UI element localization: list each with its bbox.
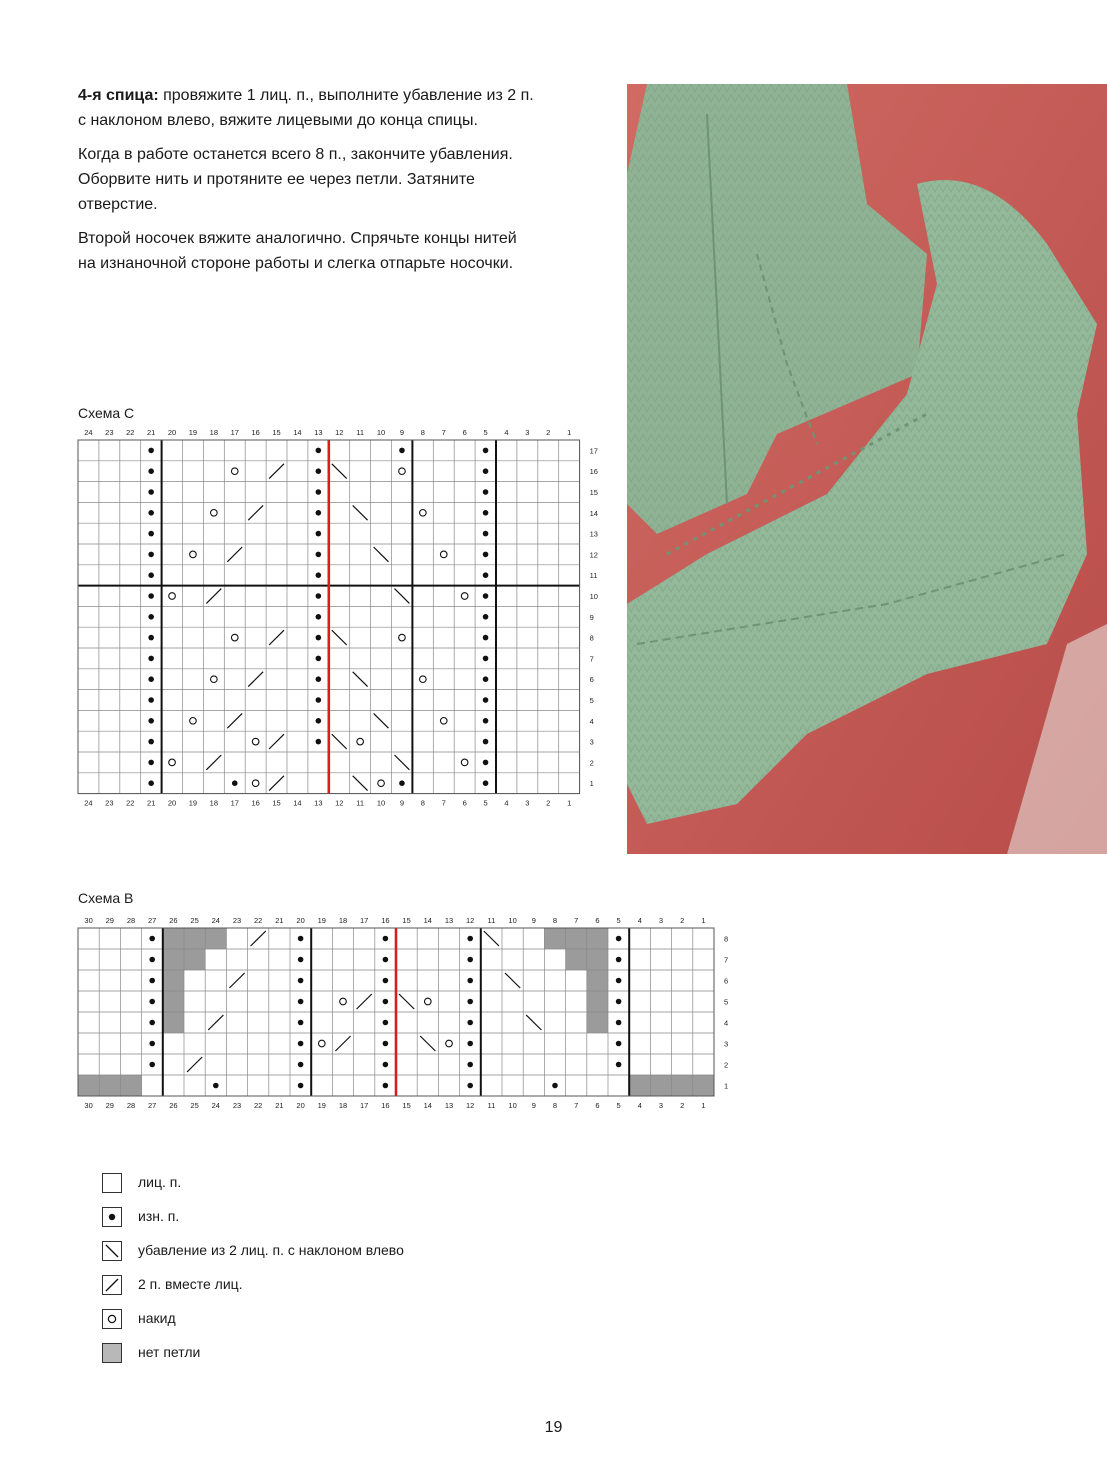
no-stitch-cell <box>99 1075 120 1096</box>
purl-stitch <box>467 957 473 963</box>
column-number-label: 24 <box>211 1101 220 1110</box>
column-number-label: 7 <box>441 428 446 437</box>
column-number-label: 5 <box>616 916 621 925</box>
column-number-label: 24 <box>84 798 93 808</box>
purl-stitch <box>148 531 154 537</box>
column-number-label: 30 <box>84 1101 93 1110</box>
column-number-label: 9 <box>531 916 536 925</box>
purl-stitch <box>148 718 154 724</box>
purl-stitch <box>483 676 489 682</box>
purl-stitch <box>316 697 322 703</box>
row-number-label: 7 <box>589 654 594 664</box>
knit-symbol-icon <box>102 1173 122 1193</box>
legend-label-ssk: убавление из 2 лиц. п. с наклоном влево <box>138 1242 404 1258</box>
purl-stitch <box>148 760 154 766</box>
purl-stitch <box>148 739 154 745</box>
purl-stitch <box>483 489 489 495</box>
column-number-label: 19 <box>317 1101 326 1110</box>
column-number-label: 6 <box>462 428 467 437</box>
paragraph-1 <box>78 83 538 133</box>
no-stitch-cell <box>163 970 184 991</box>
column-number-label: 28 <box>126 916 136 925</box>
column-number-label: 29 <box>105 1101 114 1110</box>
column-number-label: 21 <box>146 428 156 437</box>
row-number-label: 4 <box>724 1018 729 1028</box>
no-stitch-cell <box>693 1075 714 1096</box>
purl-stitch <box>467 1062 473 1068</box>
purl-stitch <box>148 489 154 495</box>
purl-stitch <box>213 1083 219 1089</box>
column-number-label: 19 <box>317 916 326 925</box>
row-number-label: 1 <box>724 1081 729 1091</box>
purl-stitch <box>298 957 304 963</box>
column-number-label: 14 <box>293 798 302 808</box>
purl-stitch <box>316 531 322 537</box>
legend-label-no-stitch: нет петли <box>138 1344 201 1360</box>
purl-stitch <box>483 531 489 537</box>
column-number-label: 1 <box>701 1101 706 1110</box>
row-number-label: 16 <box>589 467 598 477</box>
socks-photo <box>627 84 1107 854</box>
purl-stitch <box>483 780 489 786</box>
row-number-label: 17 <box>589 446 598 456</box>
legend-item-purl <box>102 1207 502 1229</box>
purl-stitch <box>467 978 473 984</box>
legend-item-ssk <box>102 1241 502 1263</box>
purl-stitch <box>383 1083 389 1089</box>
purl-stitch <box>383 1020 389 1026</box>
row-number-label: 12 <box>589 550 598 560</box>
purl-stitch <box>383 936 389 942</box>
no-stitch-cell <box>184 949 205 970</box>
column-number-label: 13 <box>314 798 323 808</box>
column-number-label: 15 <box>272 798 281 808</box>
purl-stitch <box>616 1020 622 1026</box>
row-number-label: 8 <box>724 934 729 944</box>
column-number-label: 16 <box>381 916 390 925</box>
column-number-label: 17 <box>230 428 239 437</box>
purl-stitch <box>483 635 489 641</box>
column-number-label: 9 <box>531 1101 536 1110</box>
purl-stitch <box>148 635 154 641</box>
purl-stitch <box>616 1062 622 1068</box>
column-number-label: 14 <box>293 428 302 437</box>
no-stitch-cell <box>78 1075 99 1096</box>
paragraph-2: Когда в работе останется всего 8 п., закончите убавления. Оборвите нить и протяните ее через петли. Затяните отверстие. <box>78 146 513 213</box>
legend-label-k2tog: 2 п. вместе лиц. <box>138 1276 243 1292</box>
purl-stitch <box>616 936 622 942</box>
no-stitch-cell <box>566 949 587 970</box>
row-number-label: 11 <box>589 571 598 581</box>
column-number-label: 12 <box>335 428 344 437</box>
purl-stitch <box>483 510 489 516</box>
purl-stitch <box>298 1083 304 1089</box>
column-number-label: 22 <box>254 916 263 925</box>
column-number-label: 18 <box>209 798 219 808</box>
purl-stitch <box>399 780 405 786</box>
row-number-label: 1 <box>589 779 594 789</box>
purl-stitch <box>467 999 473 1005</box>
column-number-label: 12 <box>335 798 344 808</box>
column-number-label: 3 <box>658 1101 664 1110</box>
column-number-label: 5 <box>483 798 488 808</box>
column-number-label: 10 <box>376 798 386 808</box>
purl-symbol-icon <box>102 1207 122 1227</box>
purl-stitch <box>316 510 322 516</box>
column-number-label: 1 <box>701 916 706 925</box>
legend-label-knit: лиц. п. <box>138 1174 182 1190</box>
column-number-label: 23 <box>232 916 242 925</box>
purl-stitch <box>467 936 473 942</box>
purl-stitch <box>616 1041 622 1047</box>
column-number-label: 1 <box>567 428 572 437</box>
column-number-label: 20 <box>296 916 305 925</box>
column-number-label: 9 <box>399 798 405 808</box>
column-number-label: 17 <box>360 916 369 925</box>
column-number-label: 21 <box>275 1101 284 1110</box>
legend-label-yo: накид <box>138 1310 176 1326</box>
k2tog-symbol-icon <box>102 1275 122 1295</box>
purl-stitch <box>483 468 489 474</box>
row-number-label: 6 <box>724 976 729 986</box>
purl-stitch <box>316 718 322 724</box>
purl-stitch <box>316 552 322 558</box>
no-stitch-cell <box>629 1075 650 1096</box>
column-number-label: 8 <box>552 916 558 925</box>
column-number-label: 6 <box>595 1101 600 1110</box>
column-number-label: 27 <box>148 916 157 925</box>
column-number-label: 2 <box>680 1101 685 1110</box>
column-number-label: 20 <box>167 428 177 437</box>
row-number-label: 6 <box>589 675 594 685</box>
column-number-label: 19 <box>188 798 198 808</box>
column-number-label: 18 <box>338 916 348 925</box>
row-number-label: 4 <box>589 716 594 726</box>
purl-stitch <box>149 957 155 963</box>
column-number-label: 18 <box>338 1101 348 1110</box>
column-number-label: 11 <box>487 916 496 925</box>
column-number-label: 26 <box>169 916 178 925</box>
column-number-label: 23 <box>232 1101 242 1110</box>
purl-stitch <box>148 448 154 454</box>
purl-stitch <box>552 1083 558 1089</box>
needle-4-label: 4-я спица: <box>78 87 159 104</box>
purl-stitch <box>483 593 489 599</box>
purl-stitch <box>149 1041 155 1047</box>
purl-stitch <box>316 676 322 682</box>
column-number-label: 15 <box>272 428 281 437</box>
row-number-label: 3 <box>589 737 594 747</box>
column-number-label: 26 <box>169 1101 178 1110</box>
column-number-label: 8 <box>420 428 425 437</box>
no-stitch-cell <box>587 949 608 970</box>
purl-stitch <box>149 1062 155 1068</box>
purl-stitch <box>298 978 304 984</box>
purl-stitch <box>483 572 489 578</box>
legend-item-k2tog <box>102 1275 502 1297</box>
no-stitch-cell <box>184 928 205 949</box>
purl-stitch <box>298 1020 304 1026</box>
row-number-label: 5 <box>589 696 594 705</box>
column-number-label: 10 <box>508 916 517 925</box>
column-number-label: 8 <box>420 798 425 808</box>
no-stitch-cell <box>650 1075 671 1096</box>
purl-stitch <box>316 614 322 620</box>
row-number-label: 7 <box>724 955 729 965</box>
no-stitch-cell <box>120 1075 141 1096</box>
purl-stitch <box>483 656 489 662</box>
column-number-label: 1 <box>567 798 572 808</box>
purl-stitch <box>298 936 304 942</box>
column-number-label: 14 <box>423 1101 432 1110</box>
purl-stitch <box>148 593 154 599</box>
paragraph-3: Второй носочек вяжите аналогично. Спрячьте концы нитей на изнаночной стороне работы и слегка отпарьте носочки. <box>78 230 517 272</box>
column-number-label: 10 <box>376 428 386 437</box>
column-number-label: 8 <box>552 1101 558 1110</box>
column-number-label: 20 <box>296 1101 305 1110</box>
purl-stitch <box>149 936 155 942</box>
purl-stitch <box>383 1041 389 1047</box>
no-stitch-cell <box>163 928 184 949</box>
purl-stitch <box>383 999 389 1005</box>
purl-stitch <box>383 957 389 963</box>
row-number-label: 8 <box>589 633 594 643</box>
column-number-label: 22 <box>126 798 135 808</box>
purl-stitch <box>483 739 489 745</box>
column-number-label: 21 <box>146 798 156 808</box>
column-number-label: 5 <box>616 1101 621 1110</box>
column-number-label: 11 <box>356 798 365 808</box>
purl-stitch <box>149 978 155 984</box>
purl-stitch <box>298 1041 304 1047</box>
purl-stitch <box>616 999 622 1005</box>
column-number-label: 2 <box>546 428 551 437</box>
column-number-label: 29 <box>105 916 114 925</box>
purl-stitch <box>148 614 154 620</box>
purl-stitch <box>148 780 154 786</box>
column-number-label: 11 <box>356 428 365 437</box>
column-number-label: 4 <box>504 798 509 808</box>
column-number-label: 30 <box>84 916 93 925</box>
column-number-label: 27 <box>148 1101 157 1110</box>
purl-stitch <box>316 572 322 578</box>
row-number-label: 5 <box>724 997 729 1007</box>
purl-stitch <box>148 468 154 474</box>
column-number-label: 2 <box>680 916 685 925</box>
row-number-label: 13 <box>589 529 598 539</box>
chart-c-title: Схема С <box>78 405 135 421</box>
purl-stitch <box>148 572 154 578</box>
purl-stitch <box>483 552 489 558</box>
no-stitch-cell <box>205 928 226 949</box>
purl-stitch <box>148 656 154 662</box>
row-number-label: 14 <box>589 508 598 518</box>
no-stitch-cell <box>566 928 587 949</box>
column-number-label: 3 <box>525 428 530 437</box>
column-number-label: 3 <box>525 798 530 808</box>
column-number-label: 23 <box>105 428 114 437</box>
purl-stitch <box>148 552 154 558</box>
needle-4-instructions: провяжите 1 лиц. п., выполните убавление из 2 п. с наклоном влево, вяжите лицевыми до конца спицы. <box>78 87 534 129</box>
yarn-over-symbol-icon <box>102 1309 122 1329</box>
column-number-label: 15 <box>402 1101 411 1110</box>
purl-stitch <box>232 780 238 786</box>
no-stitch-cell <box>587 970 608 991</box>
purl-stitch <box>467 1083 473 1089</box>
socks-illustration <box>627 84 1107 854</box>
purl-stitch <box>316 489 322 495</box>
purl-stitch <box>148 676 154 682</box>
no-stitch-symbol-icon <box>102 1343 122 1363</box>
row-number-label: 10 <box>589 592 598 601</box>
column-number-label: 24 <box>211 916 220 925</box>
column-number-label: 3 <box>658 916 664 925</box>
no-stitch-cell <box>587 1012 608 1033</box>
column-number-label: 10 <box>508 1101 517 1110</box>
purl-stitch <box>316 448 322 454</box>
purl-stitch <box>483 614 489 620</box>
purl-stitch <box>483 760 489 766</box>
ssk-symbol-icon <box>102 1241 122 1261</box>
column-number-label: 12 <box>466 916 475 925</box>
column-number-label: 24 <box>84 428 93 437</box>
purl-stitch <box>483 448 489 454</box>
column-number-label: 22 <box>126 428 135 437</box>
row-number-label: 2 <box>589 758 594 768</box>
no-stitch-cell <box>163 991 184 1012</box>
row-number-label: 9 <box>589 612 594 622</box>
column-number-label: 6 <box>462 798 467 808</box>
row-number-label: 2 <box>724 1060 729 1070</box>
column-number-label: 23 <box>105 798 114 808</box>
chart-c-grid <box>70 425 610 825</box>
purl-stitch <box>148 510 154 516</box>
column-number-label: 21 <box>275 916 284 925</box>
purl-stitch <box>316 468 322 474</box>
no-stitch-cell <box>163 1012 184 1033</box>
column-number-label: 28 <box>126 1101 136 1110</box>
no-stitch-cell <box>672 1075 693 1096</box>
column-number-label: 7 <box>574 916 579 925</box>
column-number-label: 25 <box>190 1101 199 1110</box>
legend-item-yo <box>102 1309 502 1331</box>
chart-b-grid <box>70 910 770 1120</box>
purl-stitch <box>383 978 389 984</box>
page-number: 19 <box>544 1419 563 1436</box>
legend-item-knit <box>102 1173 502 1195</box>
row-number-label: 3 <box>724 1039 729 1049</box>
column-number-label: 12 <box>466 1101 475 1110</box>
purl-stitch <box>399 448 405 454</box>
column-number-label: 6 <box>595 916 600 925</box>
column-number-label: 5 <box>483 428 488 437</box>
purl-stitch <box>616 957 622 963</box>
purl-stitch <box>298 1062 304 1068</box>
column-number-label: 19 <box>188 428 198 437</box>
instructions-text <box>78 83 538 285</box>
column-number-label: 18 <box>209 428 219 437</box>
column-number-label: 4 <box>504 428 509 437</box>
column-number-label: 7 <box>574 1101 579 1110</box>
purl-stitch <box>316 635 322 641</box>
column-number-label: 15 <box>402 916 411 925</box>
no-stitch-cell <box>587 928 608 949</box>
column-number-label: 14 <box>423 916 432 925</box>
column-number-label: 22 <box>254 1101 263 1110</box>
purl-stitch <box>298 999 304 1005</box>
purl-stitch <box>316 656 322 662</box>
purl-stitch <box>149 999 155 1005</box>
purl-stitch <box>467 1041 473 1047</box>
column-number-label: 16 <box>381 1101 390 1110</box>
purl-stitch <box>148 697 154 703</box>
column-number-label: 9 <box>399 428 405 437</box>
column-number-label: 2 <box>546 798 551 808</box>
column-number-label: 20 <box>167 798 177 808</box>
purl-stitch <box>467 1020 473 1026</box>
column-number-label: 17 <box>360 1101 369 1110</box>
column-number-label: 16 <box>251 428 260 437</box>
chart-b-title: Схема В <box>78 890 134 906</box>
row-number-label: 15 <box>589 488 598 497</box>
purl-stitch <box>483 697 489 703</box>
column-number-label: 16 <box>251 798 260 808</box>
purl-stitch <box>149 1020 155 1026</box>
column-number-label: 13 <box>444 1101 454 1110</box>
column-number-label: 25 <box>190 916 199 925</box>
column-number-label: 7 <box>441 798 446 808</box>
no-stitch-cell <box>587 991 608 1012</box>
legend-label-purl: изн. п. <box>138 1208 180 1224</box>
no-stitch-cell <box>544 928 565 949</box>
purl-stitch <box>483 718 489 724</box>
column-number-label: 17 <box>230 798 239 808</box>
purl-stitch <box>616 978 622 984</box>
no-stitch-cell <box>163 949 184 970</box>
column-number-label: 13 <box>444 916 454 925</box>
purl-stitch <box>316 593 322 599</box>
column-number-label: 4 <box>637 916 642 925</box>
legend-item-no-stitch <box>102 1343 502 1365</box>
column-number-label: 13 <box>314 428 323 437</box>
purl-stitch <box>316 739 322 745</box>
purl-stitch <box>383 1062 389 1068</box>
column-number-label: 4 <box>637 1101 642 1110</box>
column-number-label: 11 <box>487 1101 496 1110</box>
